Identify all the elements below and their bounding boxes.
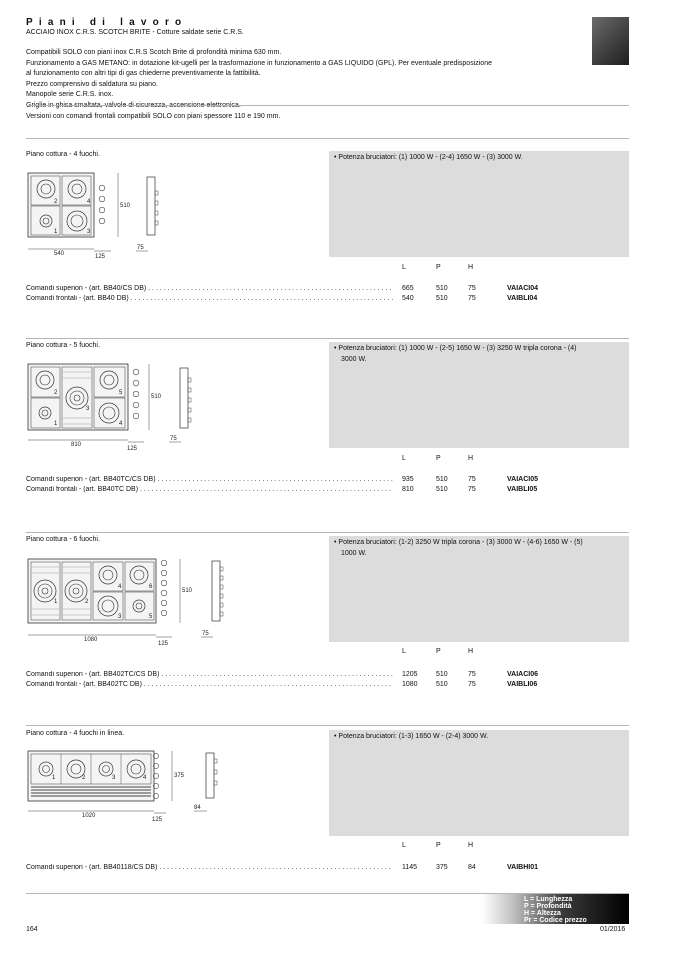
power-text: 3000 W. xyxy=(341,355,367,363)
cooktop-drawing-5 xyxy=(26,358,226,458)
burner-number: 3 xyxy=(87,229,91,235)
row-p: 510 xyxy=(436,681,448,688)
product-label: Piano cottura - 4 fuochi in linea. xyxy=(26,730,125,737)
row-h: 84 xyxy=(468,864,476,871)
row-code: VAIBLI05 xyxy=(507,486,538,493)
row-p: 375 xyxy=(436,864,448,871)
dim-knob: 125 xyxy=(95,254,106,260)
legend xyxy=(524,896,587,924)
product-row xyxy=(26,285,566,295)
row-code: VAIACI06 xyxy=(507,671,538,678)
col-p: P xyxy=(436,264,441,271)
row-h: 75 xyxy=(468,476,476,483)
product-label: Piano cottura - 6 fuochi. xyxy=(26,536,100,543)
col-l: L xyxy=(402,455,406,462)
burner-number: 3 xyxy=(86,406,90,412)
product-label: Piano cottura - 4 fuochi. xyxy=(26,151,100,158)
row-desc: Comandi frontali - (art. BB40TC DB) . . . xyxy=(26,486,393,493)
dim-width: 540 xyxy=(54,251,65,257)
row-desc: Comandi superiori - (art. BB40/CS DB) . . . xyxy=(26,285,393,292)
col-h: H xyxy=(468,264,474,271)
divider xyxy=(26,532,629,533)
burner-number: 3 xyxy=(112,775,116,781)
divider xyxy=(26,725,629,726)
dim-height: 75 xyxy=(170,436,177,442)
col-h: H xyxy=(468,648,474,655)
page-title: Piani di lavoro xyxy=(26,17,188,28)
divider xyxy=(26,105,629,106)
knob-photo xyxy=(592,17,629,65)
description-line: Versioni con comandi frontali compatibili SOLO con piani spessore 110 e 190 mm. xyxy=(26,112,281,120)
dim-height: 84 xyxy=(194,805,201,811)
burner-number: 5 xyxy=(119,390,123,396)
row-code: VAIBHI01 xyxy=(507,864,538,871)
col-l: L xyxy=(402,264,406,271)
page-subtitle: ACCIAIO INOX C.R.S. SCOTCH BRITE - Cotture saldate serie C.R.S. xyxy=(26,29,244,36)
description xyxy=(26,48,571,122)
page-number: 164 xyxy=(26,926,38,933)
legend-box xyxy=(482,894,629,924)
description-line: Compatibili SOLO con piani inox C.R.S Scotch Brite di profondità minima 630 mm. xyxy=(26,49,282,56)
legend-item: H = Altezza xyxy=(524,910,561,917)
burner-number: 1 xyxy=(52,775,56,781)
row-p: 510 xyxy=(436,476,448,483)
row-code: VAIACI05 xyxy=(507,476,538,483)
row-desc: Comandi superiori - (art. BB40118/CS DB) . . . xyxy=(26,864,393,871)
burner-number: 4 xyxy=(119,421,123,427)
col-p: P xyxy=(436,648,441,655)
col-h: H xyxy=(468,842,474,849)
dim-knob: 125 xyxy=(127,446,138,452)
divider xyxy=(26,338,629,339)
cooktop-drawing-4 xyxy=(26,165,186,265)
burner-number: 2 xyxy=(82,775,86,781)
cooktop-drawing-4-linea xyxy=(26,745,246,835)
product-row xyxy=(26,671,566,681)
burner-number: 3 xyxy=(118,614,122,620)
burner-number: 1 xyxy=(54,599,58,605)
row-code: VAIBLI04 xyxy=(507,295,538,302)
legend-item: Pr = Codice prezzo xyxy=(524,917,587,924)
row-desc: Comandi frontali - (art. BB402TC DB) . . . xyxy=(26,681,393,688)
row-l: 540 xyxy=(402,295,414,302)
power-text: • Potenza bruciatori: (1-3) 1650 W - (2-4) 3000 W. xyxy=(334,733,489,740)
row-h: 75 xyxy=(468,285,476,292)
legend-item: P = Profondità xyxy=(524,903,572,910)
power-text: • Potenza bruciatori: (1-2) 3250 W tripla corona - (3) 3000 W - (4-6) 1650 W - (5) xyxy=(334,539,583,546)
col-l: L xyxy=(402,648,406,655)
burner-number: 6 xyxy=(149,584,153,590)
power-text: 1000 W. xyxy=(341,549,367,557)
col-l: L xyxy=(402,842,406,849)
row-desc: Comandi superiori - (art. BB402TC/CS DB) . . . xyxy=(26,671,393,678)
product-label: Piano cottura - 5 fuochi. xyxy=(26,342,100,349)
dim-height: 75 xyxy=(202,631,209,637)
power-box xyxy=(329,730,629,836)
dim-width: 810 xyxy=(71,442,82,448)
dim-knob: 125 xyxy=(152,817,163,823)
power-text: • Potenza bruciatori: (1) 1000 W - (2-5) 1650 W - (3) 3250 W tripla corona - (4) xyxy=(334,345,577,352)
col-h: H xyxy=(468,455,474,462)
product-row xyxy=(26,681,566,691)
product-row xyxy=(26,476,566,486)
dim-depth: 510 xyxy=(151,394,162,400)
row-h: 75 xyxy=(468,295,476,302)
product-row xyxy=(26,864,566,874)
dim-height: 75 xyxy=(137,245,144,251)
dim-depth: 510 xyxy=(182,588,193,594)
dim-knob: 125 xyxy=(158,641,169,647)
edition-date: 01/2016 xyxy=(600,926,626,933)
dim-width: 1020 xyxy=(82,813,96,819)
divider xyxy=(26,138,629,139)
burner-number: 4 xyxy=(143,775,147,781)
row-l: 935 xyxy=(402,476,414,483)
power-box xyxy=(329,151,629,257)
burner-number: 5 xyxy=(149,614,153,620)
burner-number: 2 xyxy=(54,199,58,205)
product-row xyxy=(26,295,566,305)
row-desc: Comandi superiori - (art. BB40TC/CS DB) . . . xyxy=(26,476,393,483)
row-code: VAIBLI06 xyxy=(507,681,538,688)
row-p: 510 xyxy=(436,486,448,493)
row-h: 75 xyxy=(468,671,476,678)
row-h: 75 xyxy=(468,486,476,493)
dim-depth: 510 xyxy=(120,203,131,209)
legend-item: L = Lunghezza xyxy=(524,896,573,903)
power-box xyxy=(329,342,629,448)
dim-depth: 375 xyxy=(174,773,185,779)
col-p: P xyxy=(436,842,441,849)
description-line: Prezzo comprensivo di saldatura su piano. xyxy=(26,80,158,88)
row-p: 510 xyxy=(436,295,448,302)
dim-width: 1080 xyxy=(84,637,98,643)
row-p: 510 xyxy=(436,285,448,292)
cooktop-drawing-6 xyxy=(26,553,246,653)
description-line: Manopole serie C.R.S. inox. xyxy=(26,91,114,99)
power-text: • Potenza bruciatori: (1) 1000 W - (2-4) 1650 W - (3) 3000 W. xyxy=(334,154,523,161)
description-line: al funzionamento con altri tipi di gas chiederne preventivamente la fattibilità. xyxy=(26,70,261,78)
row-desc: Comandi frontali - (art. BB40 DB) . . . xyxy=(26,295,393,302)
row-l: 1205 xyxy=(402,671,418,678)
burner-number: 1 xyxy=(54,229,58,235)
burner-number: 2 xyxy=(85,599,89,605)
burner-number: 4 xyxy=(87,199,91,205)
burner-number: 4 xyxy=(118,584,122,590)
col-p: P xyxy=(436,455,441,462)
power-box xyxy=(329,536,629,642)
row-code: VAIACI04 xyxy=(507,285,538,292)
row-p: 510 xyxy=(436,671,448,678)
description-line: Funzionamento a GAS METANO: in dotazione kit-ugelli per la trasformazione in funzionamento a GAS LIQUIDO (GPL). Per eventuale predisposizione xyxy=(26,59,492,67)
product-row xyxy=(26,486,566,496)
description-line xyxy=(26,101,571,112)
row-l: 1080 xyxy=(402,681,418,688)
row-h: 75 xyxy=(468,681,476,688)
burner-number: 1 xyxy=(54,421,58,427)
row-l: 1145 xyxy=(402,864,418,871)
row-l: 665 xyxy=(402,285,414,292)
row-l: 810 xyxy=(402,486,414,493)
burner-number: 2 xyxy=(54,390,58,396)
